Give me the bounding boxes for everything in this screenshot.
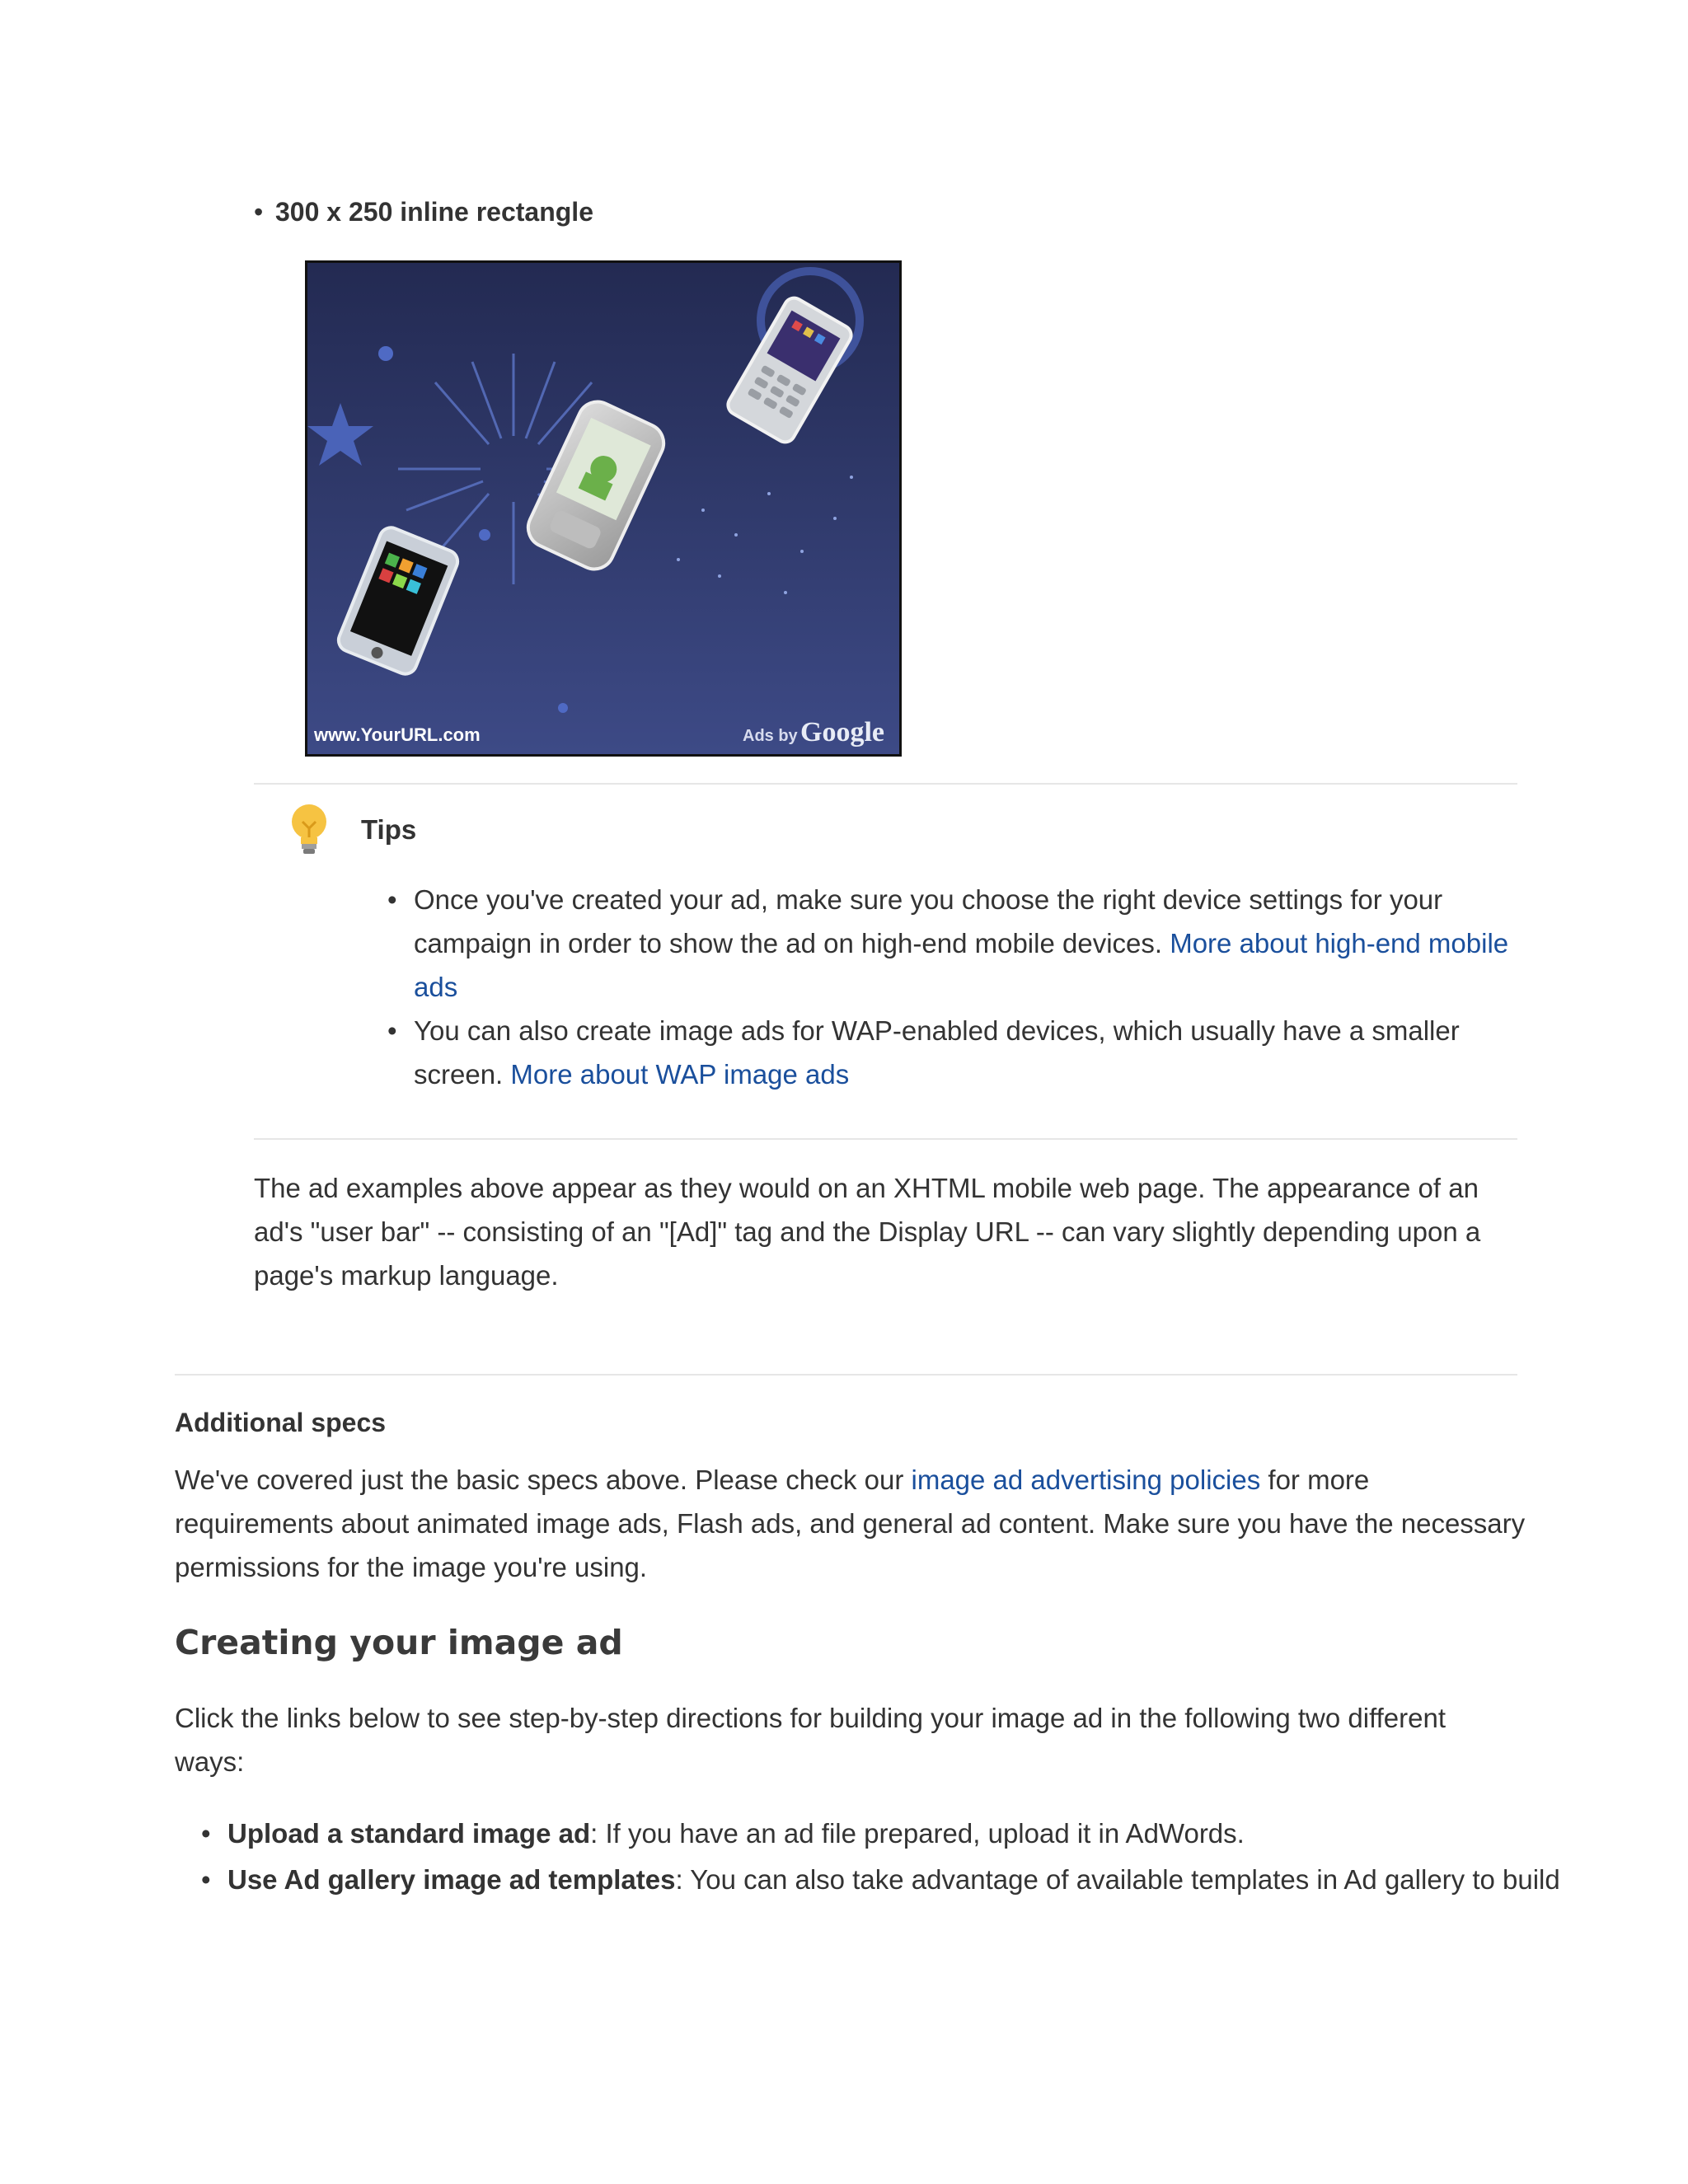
bullet-dot: • [254, 197, 264, 227]
additional-specs-text-before: We've covered just the basic specs above. Please check our [175, 1465, 912, 1495]
method-title: Use Ad gallery image ad templates [227, 1864, 676, 1895]
additional-specs-text-after: for more requirements about animated image ads, Flash ads, and general ad content. Make sure you have the necessary permissions for the image you're using. [175, 1465, 1526, 1582]
tip-text: You can also create image ads for WAP-enabled devices, which usually have a smaller screen. [414, 1015, 1460, 1090]
tips-title: Tips [361, 814, 417, 845]
method-title: Upload a standard image ad [227, 1818, 591, 1849]
tips-top-divider [254, 783, 1517, 785]
bullet-inline-rectangle [254, 191, 593, 232]
method-text: : If you have an ad file prepared, upload it in AdWords. [590, 1818, 1245, 1849]
link-wap-image-ads[interactable]: More about WAP image ads [510, 1059, 850, 1090]
tip-item [387, 878, 1525, 1009]
tip-text: Once you've created your ad, make sure you choose the right device settings for your campaign in order to show the ad on high-end mobile devices. [414, 884, 1443, 958]
method-item-upload [201, 1811, 1553, 1857]
ad-example-image [305, 260, 902, 757]
link-high-end-mobile-ads[interactable]: More about high-end mobile ads [414, 928, 1509, 1002]
additional-specs-heading: Additional specs [175, 1408, 387, 1437]
method-item-gallery [201, 1857, 1560, 1903]
lightbulb-icon [288, 803, 330, 857]
tips-bottom-divider [254, 1138, 1517, 1140]
bullet-label: 300 x 250 inline rectangle [275, 197, 593, 227]
additional-specs-paragraph [175, 1458, 1526, 1589]
google-logo-text: Google [800, 717, 884, 748]
ad-url-text: www.YourURL.com [314, 724, 481, 745]
method-text: : You can also take advantage of available templates in Ad gallery to build [675, 1864, 1560, 1895]
ads-by-text: Ads by [743, 727, 798, 745]
ad-examples-paragraph: The ad examples above appear as they would on an XHTML mobile web page. The appearance of an ad's "user bar" -- consisting of an "[Ad]" tag and the Display URL -- can vary slightly depending upon a page's markup language. [254, 1173, 1481, 1291]
tip-item [387, 1009, 1525, 1096]
creation-methods-list [201, 1811, 1560, 1903]
creating-intro-paragraph: Click the links below to see step-by-step directions for building your image ad in the following two different ways: [175, 1703, 1447, 1777]
creating-image-ad-heading: Creating your image ad [175, 1623, 623, 1662]
section-divider [175, 1374, 1517, 1376]
tips-list [387, 878, 1525, 1096]
link-image-ad-policies[interactable]: image ad advertising policies [911, 1465, 1261, 1495]
